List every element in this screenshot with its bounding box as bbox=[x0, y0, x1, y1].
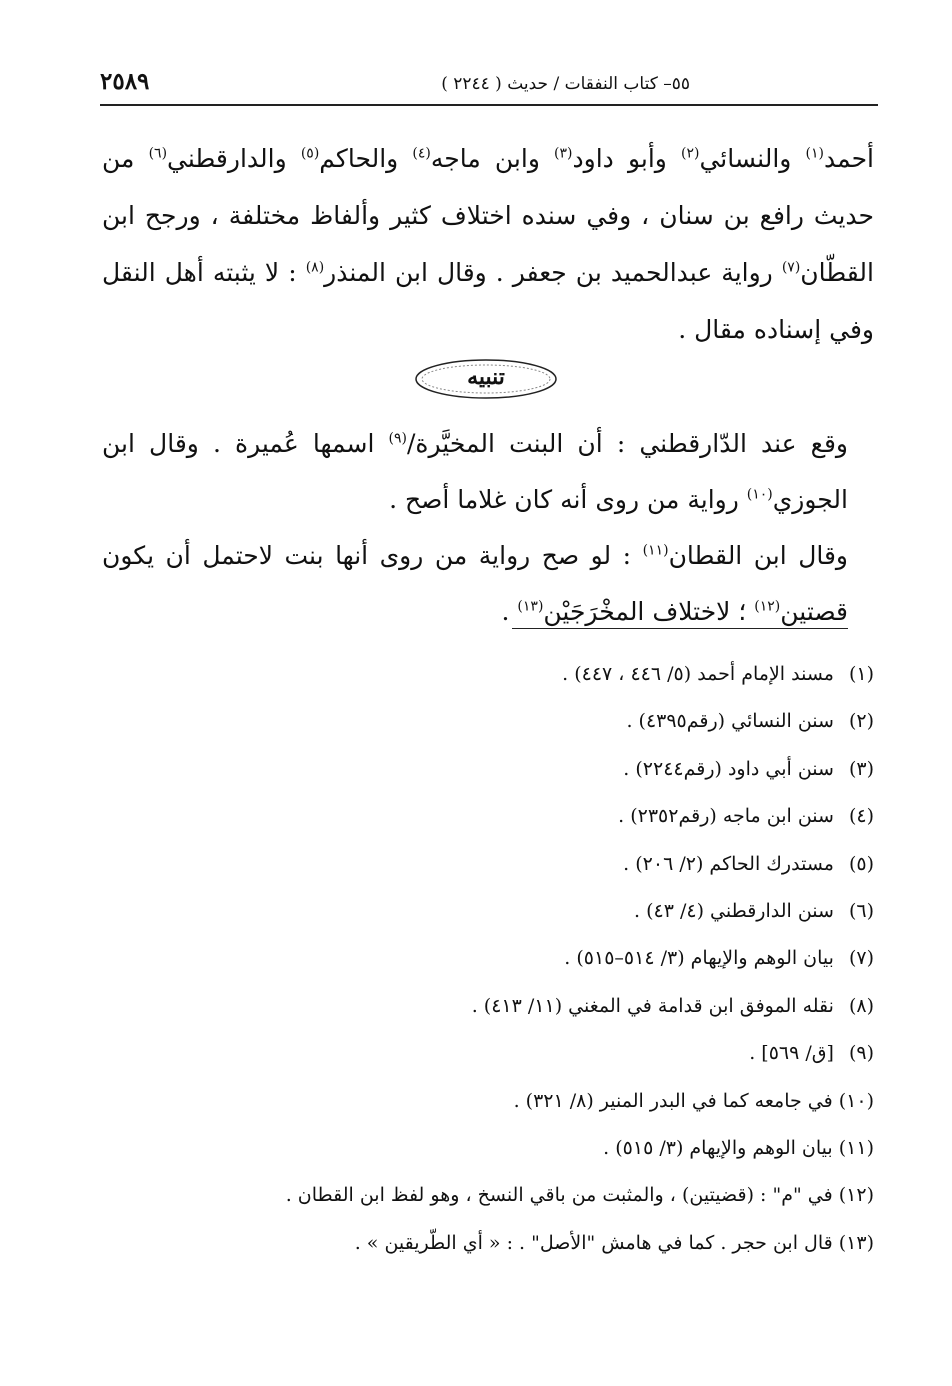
note-paragraph bbox=[102, 528, 874, 640]
footnote-item bbox=[180, 798, 874, 845]
footnote-item bbox=[180, 656, 874, 703]
footnote-ref: (٥) bbox=[300, 145, 320, 162]
text-run: وقع عند الدّارقطني : أن البنت المخيَّرة/ bbox=[406, 429, 849, 458]
footnote-item bbox=[180, 940, 874, 987]
footnote-number: (٣) bbox=[848, 757, 874, 780]
footnote-item bbox=[180, 1035, 874, 1082]
footnote-number: (٨) bbox=[848, 994, 874, 1017]
main-paragraph bbox=[102, 130, 874, 358]
text-run: اسمها عُميرة . وقال ابن الجوزي bbox=[102, 429, 848, 514]
footnote-ref: (٤) bbox=[412, 145, 431, 162]
footnote-item bbox=[180, 846, 874, 893]
footnote-ref: (٧) bbox=[781, 259, 801, 276]
section-ornament bbox=[412, 354, 560, 404]
footnote-ref: (٩) bbox=[388, 430, 407, 447]
footnote-number: (٢) bbox=[848, 710, 874, 733]
footnote-ref: (١) bbox=[805, 145, 824, 162]
footnote-number: (١٢) bbox=[838, 1184, 874, 1207]
footnote-text: نقله الموفق ابن قدامة في المغني (١١/ ٤١٣) . bbox=[471, 994, 834, 1017]
footnote-item bbox=[180, 1130, 874, 1177]
footnote-number: (٤) bbox=[848, 805, 874, 828]
running-title: ٥٥– كتاب النفقات / حديث ( ٢٢٤٤ ) bbox=[441, 74, 690, 94]
footnote-item bbox=[180, 893, 874, 940]
text-run: والحاكم bbox=[319, 144, 413, 173]
note-paragraph bbox=[102, 416, 874, 528]
text-run: أحمد bbox=[824, 144, 874, 173]
footnotes-list bbox=[180, 656, 874, 1272]
footnote-number: (٩) bbox=[848, 1042, 874, 1065]
footnote-ref: (٢) bbox=[681, 145, 700, 162]
footnote-item bbox=[180, 751, 874, 798]
running-header bbox=[100, 66, 880, 106]
text-run: رواية من روى أنه كان غلاما أصح . bbox=[389, 485, 747, 514]
text-run: وابن ماجه bbox=[430, 144, 555, 173]
text-run: وأبو داود bbox=[572, 144, 681, 173]
footnote-text: سنن أبي داود (رقم٢٢٤٤) . bbox=[623, 757, 834, 780]
footnote-ref: (٣) bbox=[554, 145, 573, 162]
text-run: وقال ابن القطان bbox=[668, 541, 849, 570]
footnote-text: سنن ابن ماجه (رقم٢٣٥٢) . bbox=[618, 805, 834, 828]
footnote-separator bbox=[512, 628, 848, 629]
footnote-item bbox=[180, 703, 874, 750]
note-section bbox=[102, 416, 874, 640]
footnote-text: بيان الوهم والإيهام (٣/ ٥١٥) . bbox=[603, 1136, 833, 1159]
footnote-number: (١) bbox=[848, 663, 874, 685]
text-run: : لو صح رواية من روى أنها بنت لاحتمل أن يكون قصتين bbox=[102, 541, 848, 626]
footnote-ref: (١٣) bbox=[517, 598, 544, 615]
page-number: ٢٥٨٩ bbox=[100, 68, 150, 95]
text-run: ؛ لاختلاف المخْرَجَيْن bbox=[543, 597, 755, 626]
footnote-item bbox=[180, 1177, 874, 1224]
footnote-number: (١١) bbox=[838, 1136, 874, 1159]
footnote-ref: (١١) bbox=[642, 542, 669, 559]
footnote-ref: (٨) bbox=[305, 259, 325, 276]
footnote-text: مستدرك الحاكم (٢/ ٢٠٦) . bbox=[623, 852, 834, 875]
section-heading: تنبيه bbox=[467, 364, 505, 390]
text-run: والنسائي bbox=[699, 144, 806, 173]
footnote-ref: (٦) bbox=[148, 145, 168, 162]
footnote-number: (٥) bbox=[848, 852, 874, 875]
footnote-ref: (١٢) bbox=[754, 598, 781, 615]
header-rule bbox=[100, 104, 878, 106]
text-run: : لا يثبته أهل النقل وفي إسناده مقال . bbox=[102, 258, 874, 344]
footnote-text: سنن الدارقطني (٤/ ٤٣) . bbox=[634, 899, 834, 922]
footnote-ref: (١٠) bbox=[746, 486, 773, 503]
footnote-number: (٦) bbox=[848, 899, 874, 922]
footnote-item bbox=[180, 988, 874, 1035]
footnote-text: في "م" : (قضيتين) ، والمثبت من باقي النسخ ، وهو لفظ ابن القطان . bbox=[285, 1184, 833, 1207]
text-run: رواية عبدالحميد بن جعفر . وقال ابن المنذر bbox=[324, 258, 782, 287]
footnote-text: قال ابن حجر . كما في هامش "الأصل" . : « أي الطّريقين » . bbox=[354, 1231, 833, 1254]
main-text bbox=[102, 130, 874, 358]
footnote-number: (٧) bbox=[848, 947, 874, 970]
footnote-text: سنن النسائي (رقم٤٣٩٥) . bbox=[626, 710, 834, 733]
footnote-item bbox=[180, 1083, 874, 1130]
footnote-text: بيان الوهم والإيهام (٣/ ٥١٤–٥١٥) . bbox=[564, 947, 834, 970]
footnote-text: مسند الإمام أحمد (٥/ ٤٤٦ ، ٤٤٧) . bbox=[562, 663, 834, 685]
footnote-item bbox=[180, 1225, 874, 1272]
text-run: والدارقطني bbox=[167, 144, 301, 173]
footnote-text: في جامعه كما في البدر المنير (٨/ ٣٢١) . bbox=[513, 1089, 833, 1112]
footnote-number: (١٣) bbox=[838, 1231, 874, 1254]
text-run: من حديث رافع بن سنان ، وفي سنده اختلاف كثير وألفاظ مختلفة ، ورجح ابن القطّان bbox=[102, 144, 874, 287]
footnote-number: (١٠) bbox=[838, 1089, 874, 1112]
footnote-text: [ق/ ٥٦٩] . bbox=[749, 1042, 834, 1065]
text-run: . bbox=[501, 597, 518, 626]
